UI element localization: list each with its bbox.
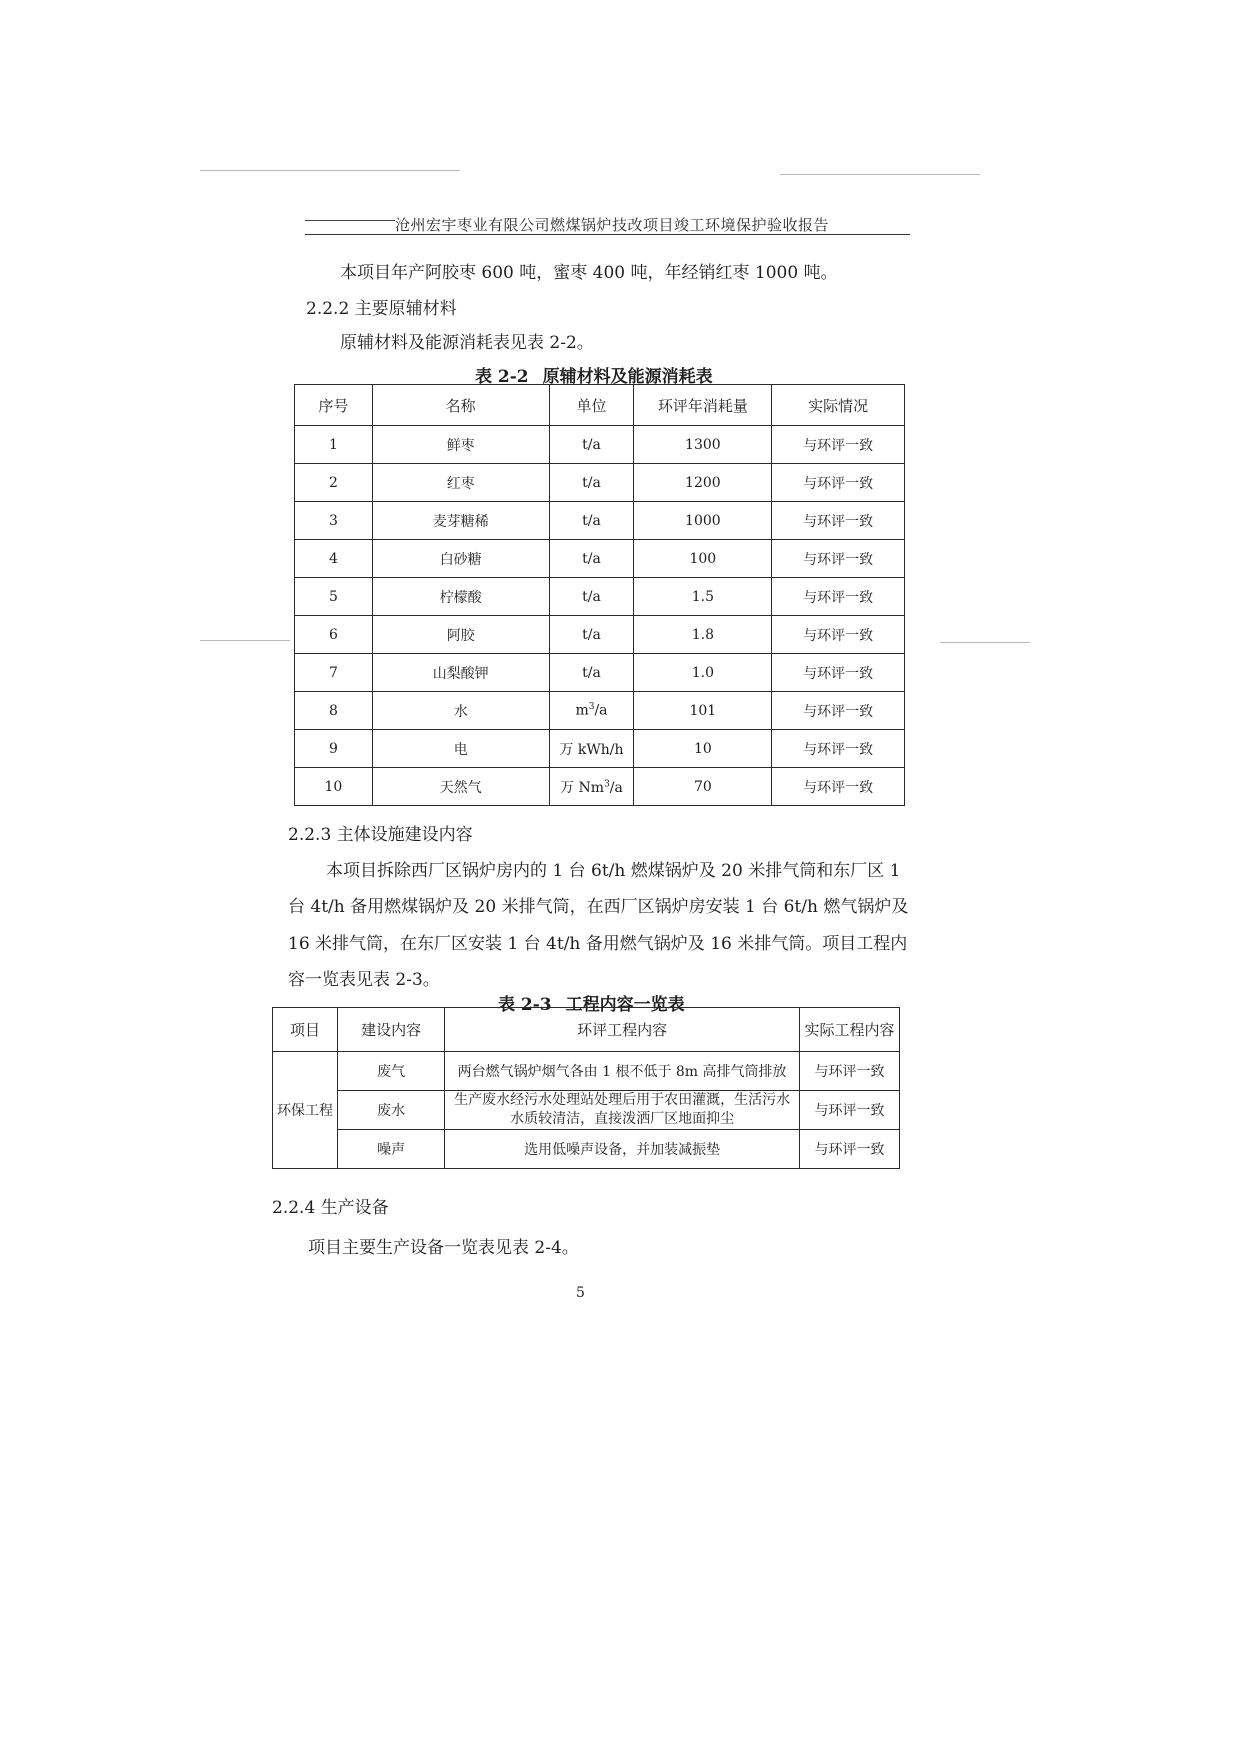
cell-status: 与环评一致 [772, 692, 905, 730]
table-header-row [295, 385, 905, 426]
cell-unit: t/a [549, 426, 634, 464]
section-2-2-3-line: 台 4t/h 备用燃煤锅炉及 20 米排气筒，在西厂区锅炉房安装 1 台 6t/h 燃气锅炉及 [288, 897, 909, 917]
cell-status: 与环评一致 [772, 502, 905, 540]
cell-amount: 100 [634, 540, 772, 578]
cell-no: 9 [295, 730, 373, 768]
column-header-project: 项目 [273, 1008, 338, 1052]
cell-status: 与环评一致 [772, 768, 905, 806]
table-2-2-caption-title: 原辅材料及能源消耗表 [542, 367, 713, 387]
cell-status: 与环评一致 [772, 464, 905, 502]
cell-name: 红枣 [372, 464, 549, 502]
column-header-construction: 建设内容 [338, 1008, 445, 1052]
header-rule [305, 234, 910, 235]
materials-energy-table [294, 384, 905, 806]
table-row [295, 426, 905, 464]
table-row [295, 540, 905, 578]
cell-name: 鲜枣 [372, 426, 549, 464]
section-2-2-4-text: 项目主要生产设备一览表见表 2-4。 [308, 1238, 579, 1258]
table-row [295, 616, 905, 654]
cell-amount: 1000 [634, 502, 772, 540]
table-row [295, 464, 905, 502]
table-row [273, 1091, 900, 1130]
cell-unit: t/a [549, 616, 634, 654]
cell-content: 选用低噪声设备，并加装减振垫 [445, 1130, 800, 1169]
cell-unit: t/a [549, 654, 634, 692]
cell-name: 天然气 [372, 768, 549, 806]
cell-status: 与环评一致 [772, 654, 905, 692]
cell-amount: 1300 [634, 426, 772, 464]
section-2-2-2-heading: 2.2.2 主要原辅材料 [306, 299, 457, 319]
cell-amount: 1.5 [634, 578, 772, 616]
scan-artifact [200, 640, 290, 641]
column-header-unit: 单位 [549, 385, 634, 426]
cell-name: 麦芽糖稀 [372, 502, 549, 540]
cell-item: 废气 [338, 1052, 445, 1091]
cell-no: 7 [295, 654, 373, 692]
cell-no: 6 [295, 616, 373, 654]
page-number: 5 [576, 1285, 585, 1301]
table-row [295, 692, 905, 730]
document-header-title: 沧州宏宇枣业有限公司燃煤锅炉技改项目竣工环境保护验收报告 [395, 216, 830, 234]
cell-name: 柠檬酸 [372, 578, 549, 616]
header-rule-left [305, 220, 395, 221]
column-header-status: 实际情况 [772, 385, 905, 426]
cell-amount: 70 [634, 768, 772, 806]
cell-name: 白砂糖 [372, 540, 549, 578]
scan-artifact [940, 642, 1030, 643]
section-2-2-3-line: 16 米排气筒，在东厂区安装 1 台 4t/h 备用燃气锅炉及 16 米排气筒。项目工程内 [288, 934, 908, 954]
cell-no: 5 [295, 578, 373, 616]
cell-amount: 1.8 [634, 616, 772, 654]
scan-artifact [780, 174, 980, 175]
cell-status: 与环评一致 [772, 540, 905, 578]
cell-no: 2 [295, 464, 373, 502]
scan-artifact [200, 170, 460, 171]
cell-content: 生产废水经污水处理站处理后用于农田灌溉，生活污水水质较清洁，直接泼洒厂区地面抑尘 [445, 1091, 800, 1130]
project-content-table [272, 1007, 900, 1169]
column-header-eia-content: 环评工程内容 [445, 1008, 800, 1052]
table-row [273, 1052, 900, 1091]
table-2-3-caption-title: 工程内容一览表 [565, 995, 685, 1015]
cell-no: 8 [295, 692, 373, 730]
intro-paragraph: 本项目年产阿胶枣 600 吨，蜜枣 400 吨，年经销红枣 1000 吨。 [340, 263, 838, 283]
cell-item: 废水 [338, 1091, 445, 1130]
cell-no: 10 [295, 768, 373, 806]
cell-no: 3 [295, 502, 373, 540]
table-row [295, 654, 905, 692]
cell-content: 两台燃气锅炉烟气各由 1 根不低于 8m 高排气筒排放 [445, 1052, 800, 1091]
cell-unit: 万 Nm$^3$/a [549, 768, 634, 806]
table-row [295, 578, 905, 616]
section-2-2-4-heading: 2.2.4 生产设备 [272, 1198, 389, 1218]
cell-unit: t/a [549, 578, 634, 616]
cell-item: 噪声 [338, 1130, 445, 1169]
cell-name: 水 [372, 692, 549, 730]
table-2-3-caption-number: 表 2-3 [498, 995, 552, 1015]
cell-amount: 1.0 [634, 654, 772, 692]
cell-unit: t/a [549, 502, 634, 540]
table-row [295, 730, 905, 768]
cell-no: 1 [295, 426, 373, 464]
cell-actual: 与环评一致 [800, 1052, 900, 1091]
cell-status: 与环评一致 [772, 578, 905, 616]
cell-unit: $m^3/a$ [549, 692, 634, 730]
section-2-2-3-line: 容一览表见表 2-3。 [288, 970, 440, 990]
table-header-row [273, 1008, 900, 1052]
table-2-2-caption-number: 表 2-2 [475, 367, 529, 387]
column-header-amount: 环评年消耗量 [634, 385, 772, 426]
table-row [273, 1130, 900, 1169]
cell-name: 山梨酸钾 [372, 654, 549, 692]
cell-name: 电 [372, 730, 549, 768]
section-2-2-3-line: 本项目拆除西厂区锅炉房内的 1 台 6t/h 燃煤锅炉及 20 米排气筒和东厂区 1 [326, 861, 901, 881]
column-header-actual-content: 实际工程内容 [800, 1008, 900, 1052]
cell-status: 与环评一致 [772, 616, 905, 654]
cell-group: 环保工程 [273, 1052, 338, 1169]
cell-actual: 与环评一致 [800, 1130, 900, 1169]
cell-no: 4 [295, 540, 373, 578]
cell-name: 阿胶 [372, 616, 549, 654]
cell-unit: t/a [549, 540, 634, 578]
cell-amount: 1200 [634, 464, 772, 502]
section-2-2-2-text: 原辅材料及能源消耗表见表 2-2。 [340, 333, 594, 353]
cell-amount: 10 [634, 730, 772, 768]
column-header-name: 名称 [372, 385, 549, 426]
cell-status: 与环评一致 [772, 730, 905, 768]
cell-status: 与环评一致 [772, 426, 905, 464]
cell-unit: t/a [549, 464, 634, 502]
column-header-no: 序号 [295, 385, 373, 426]
cell-amount: 101 [634, 692, 772, 730]
section-2-2-3-heading: 2.2.3 主体设施建设内容 [288, 825, 473, 845]
cell-actual: 与环评一致 [800, 1091, 900, 1130]
cell-unit: 万 kWh/h [549, 730, 634, 768]
table-row [295, 768, 905, 806]
table-row [295, 502, 905, 540]
